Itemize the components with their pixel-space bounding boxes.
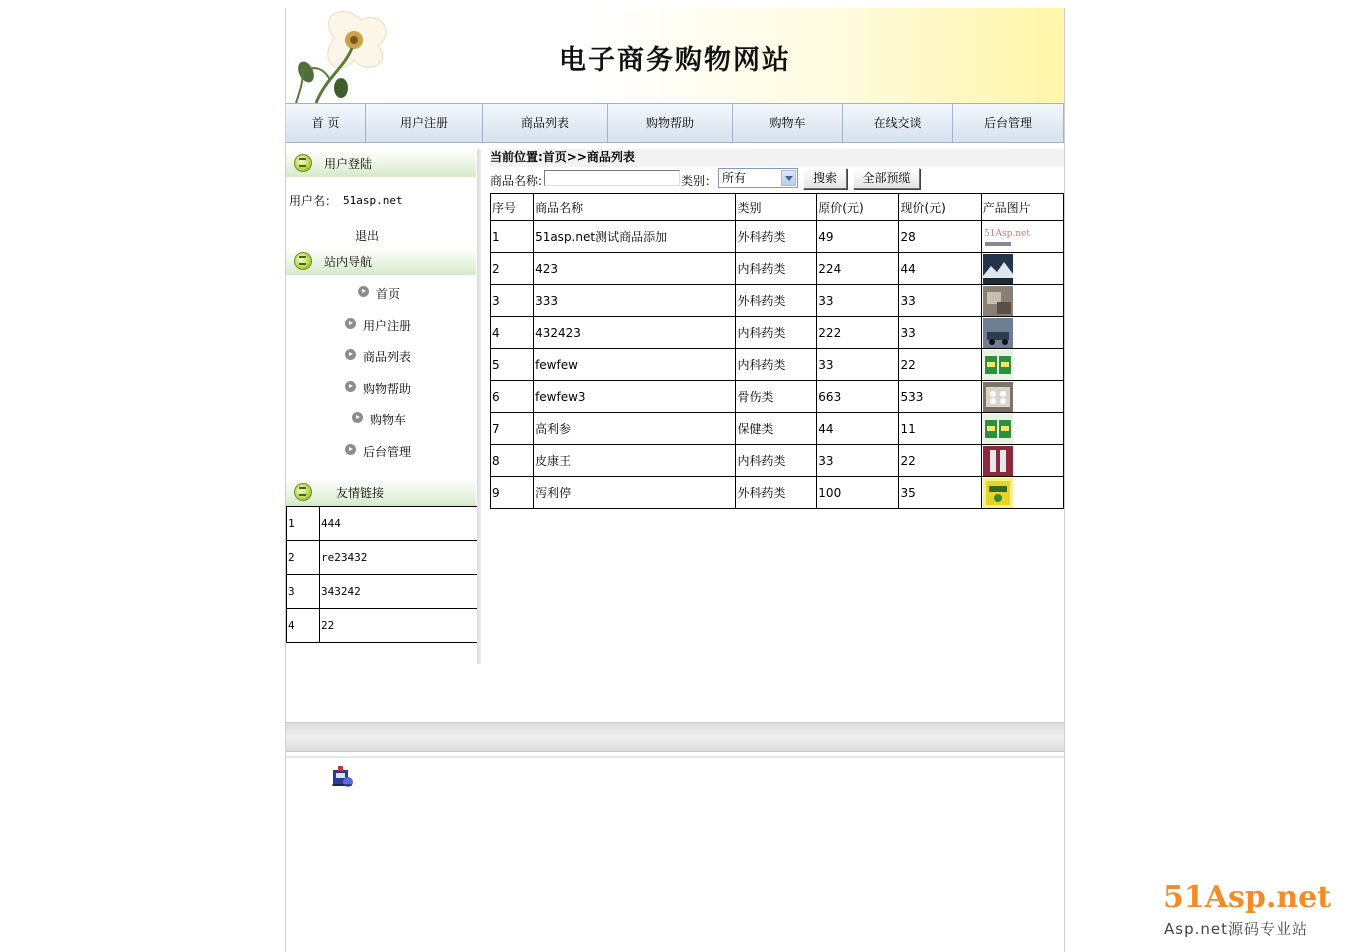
product-image-cell	[981, 285, 1063, 317]
table-row	[491, 221, 1064, 253]
logout-link[interactable]: 退出	[355, 229, 380, 243]
product-thumbnail[interactable]	[983, 318, 1062, 348]
row-index: 7	[491, 413, 534, 445]
notepad-icon	[294, 154, 312, 172]
current-price: 44	[899, 253, 981, 285]
link-row	[287, 541, 481, 575]
category-select[interactable]	[718, 168, 798, 188]
side-nav-item[interactable]	[286, 435, 481, 467]
column-header: 序号	[491, 194, 534, 221]
link-name[interactable]: 343242	[320, 575, 481, 609]
site-nav-title: 站内导航	[324, 255, 373, 269]
footer-divider	[286, 756, 1064, 758]
current-price: 533	[899, 381, 981, 413]
chevron-down-icon[interactable]	[781, 170, 796, 186]
product-image-cell	[981, 381, 1063, 413]
product-category: 内科药类	[736, 445, 817, 477]
table-row	[491, 253, 1064, 285]
product-thumbnail[interactable]	[983, 286, 1062, 316]
arrow-bullet-icon	[352, 412, 363, 423]
product-thumbnail[interactable]	[983, 382, 1062, 412]
product-category: 外科药类	[736, 477, 817, 509]
row-index: 2	[491, 253, 534, 285]
link-id: 3	[287, 575, 320, 609]
footer-bar	[286, 722, 1064, 752]
arrow-bullet-icon	[345, 318, 356, 329]
original-price: 33	[817, 349, 899, 381]
breadcrumb: 当前位置:首页>>商品列表	[490, 149, 1064, 167]
table-row	[491, 349, 1064, 381]
nav-item-5[interactable]: 在线交谈	[843, 104, 953, 142]
link-id: 2	[287, 541, 320, 575]
product-name: 51asp.net测试商品添加	[534, 221, 736, 253]
column-header: 原价(元)	[817, 194, 899, 221]
arrow-bullet-icon	[345, 381, 356, 392]
product-name: 高利参	[534, 413, 736, 445]
link-name[interactable]: re23432	[320, 541, 481, 575]
row-index: 6	[491, 381, 534, 413]
login-panel-title: 用户登陆	[324, 157, 373, 171]
username-label: 用户名：	[289, 194, 338, 208]
table-row	[491, 317, 1064, 349]
product-image-cell	[981, 349, 1063, 381]
side-nav-label[interactable]: 购物帮助	[363, 381, 412, 396]
login-panel-header	[286, 149, 476, 177]
product-table	[490, 193, 1064, 509]
product-thumbnail[interactable]	[983, 222, 1062, 252]
product-name: 432423	[534, 317, 736, 349]
notepad-icon	[294, 252, 312, 270]
product-name: fewfew3	[534, 381, 736, 413]
side-nav-label[interactable]: 购物车	[370, 413, 407, 427]
side-nav-item[interactable]	[286, 403, 481, 435]
watermark-logo	[1160, 880, 1340, 940]
preview-all-button[interactable]: 全部预缆	[853, 168, 920, 189]
product-category: 外科药类	[736, 221, 817, 253]
product-name-input[interactable]	[544, 170, 680, 186]
link-id: 4	[287, 609, 320, 643]
nav-item-3[interactable]: 购物帮助	[608, 104, 733, 142]
original-price: 44	[817, 413, 899, 445]
product-image-cell	[981, 221, 1063, 253]
original-price: 33	[817, 445, 899, 477]
watermark-main: 51Asp.net	[1163, 880, 1332, 915]
link-id: 1	[287, 507, 320, 541]
category-label: 类别：	[681, 174, 718, 188]
current-price: 33	[899, 317, 981, 349]
product-name-label: 商品名称:	[490, 174, 543, 188]
original-price: 222	[817, 317, 899, 349]
product-image-cell	[981, 445, 1063, 477]
column-header: 类别	[736, 194, 817, 221]
table-row	[491, 445, 1064, 477]
svg-text:51Asp.net: 51Asp.net	[983, 228, 1030, 239]
user-info	[286, 177, 481, 221]
column-header: 现价(元)	[899, 194, 981, 221]
logout-row	[286, 221, 481, 247]
row-index: 1	[491, 221, 534, 253]
product-category: 外科药类	[736, 285, 817, 317]
table-header-row	[491, 194, 1064, 221]
arrow-bullet-icon	[345, 349, 356, 360]
link-row	[287, 609, 481, 643]
side-nav-item[interactable]	[286, 340, 481, 372]
link-row	[287, 507, 481, 541]
original-price: 33	[817, 285, 899, 317]
product-thumbnail[interactable]	[983, 446, 1062, 476]
product-name: 泻利停	[534, 477, 736, 509]
side-nav-label[interactable]: 首页	[376, 287, 401, 301]
current-price: 28	[899, 221, 981, 253]
nav-item-2[interactable]: 商品列表	[483, 104, 608, 142]
current-price: 35	[899, 477, 981, 509]
column-header: 产品图片	[981, 194, 1063, 221]
notepad-icon	[294, 483, 312, 501]
friend-links-header	[286, 478, 476, 506]
site-nav-header	[286, 247, 476, 275]
row-index: 8	[491, 445, 534, 477]
site-title: 电子商务购物网站	[559, 45, 791, 76]
product-thumbnail[interactable]	[983, 478, 1062, 508]
original-price: 663	[817, 381, 899, 413]
username-value: 51asp.net	[343, 194, 403, 207]
product-name: 423	[534, 253, 736, 285]
product-name: fewfew	[534, 349, 736, 381]
category-selected: 所有	[722, 171, 747, 185]
watermark-sub: Asp.net源码专业站	[1164, 920, 1308, 938]
counter-icon	[330, 765, 354, 789]
table-row	[491, 413, 1064, 445]
nav-item-1[interactable]: 用户注册	[366, 104, 483, 142]
side-nav-item[interactable]	[286, 309, 481, 341]
row-index: 5	[491, 349, 534, 381]
friend-links-table	[286, 506, 481, 643]
product-image-cell	[981, 317, 1063, 349]
side-nav-label[interactable]: 后台管理	[363, 444, 412, 459]
table-row	[491, 381, 1064, 413]
product-thumbnail[interactable]	[983, 254, 1062, 284]
product-name: 皮康王	[534, 445, 736, 477]
side-nav-item[interactable]	[286, 372, 481, 404]
sidebar	[286, 149, 481, 643]
product-name: 333	[534, 285, 736, 317]
search-button[interactable]: 搜索	[803, 168, 847, 189]
link-name[interactable]: 22	[320, 609, 481, 643]
column-header: 商品名称	[534, 194, 736, 221]
sidebar-divider	[477, 149, 481, 664]
original-price: 100	[817, 477, 899, 509]
side-nav-label[interactable]: 商品列表	[363, 350, 412, 364]
product-image-cell	[981, 253, 1063, 285]
site-nav-list	[286, 275, 481, 466]
side-nav-label[interactable]: 用户注册	[363, 318, 412, 333]
current-price: 33	[899, 285, 981, 317]
link-name[interactable]: 444	[320, 507, 481, 541]
page-container	[285, 8, 1065, 952]
product-image-cell	[981, 413, 1063, 445]
row-index: 9	[491, 477, 534, 509]
product-category: 内科药类	[736, 317, 817, 349]
nav-item-6[interactable]: 后台管理	[953, 104, 1064, 142]
arrow-bullet-icon	[345, 444, 356, 455]
row-index: 4	[491, 317, 534, 349]
current-price: 22	[899, 445, 981, 477]
table-row	[491, 285, 1064, 317]
product-category: 骨伤类	[736, 381, 817, 413]
row-index: 3	[491, 285, 534, 317]
current-price: 11	[899, 413, 981, 445]
original-price: 224	[817, 253, 899, 285]
site-header	[286, 8, 1064, 103]
friend-links-title: 友情链接	[336, 486, 385, 500]
product-category: 内科药类	[736, 253, 817, 285]
current-price: 22	[899, 349, 981, 381]
original-price: 49	[817, 221, 899, 253]
link-row	[287, 575, 481, 609]
table-row	[491, 477, 1064, 509]
nav-item-4[interactable]: 购物车	[733, 104, 843, 142]
product-thumbnail[interactable]	[983, 414, 1062, 444]
nav-item-0[interactable]: 首 页	[286, 104, 366, 142]
product-thumbnail[interactable]	[983, 350, 1062, 380]
side-nav-item[interactable]	[286, 277, 481, 309]
product-category: 内科药类	[736, 349, 817, 381]
arrow-bullet-icon	[358, 286, 369, 297]
product-category: 保健类	[736, 413, 817, 445]
search-bar	[490, 168, 1064, 190]
product-image-cell	[981, 477, 1063, 509]
main-nav	[286, 103, 1064, 143]
